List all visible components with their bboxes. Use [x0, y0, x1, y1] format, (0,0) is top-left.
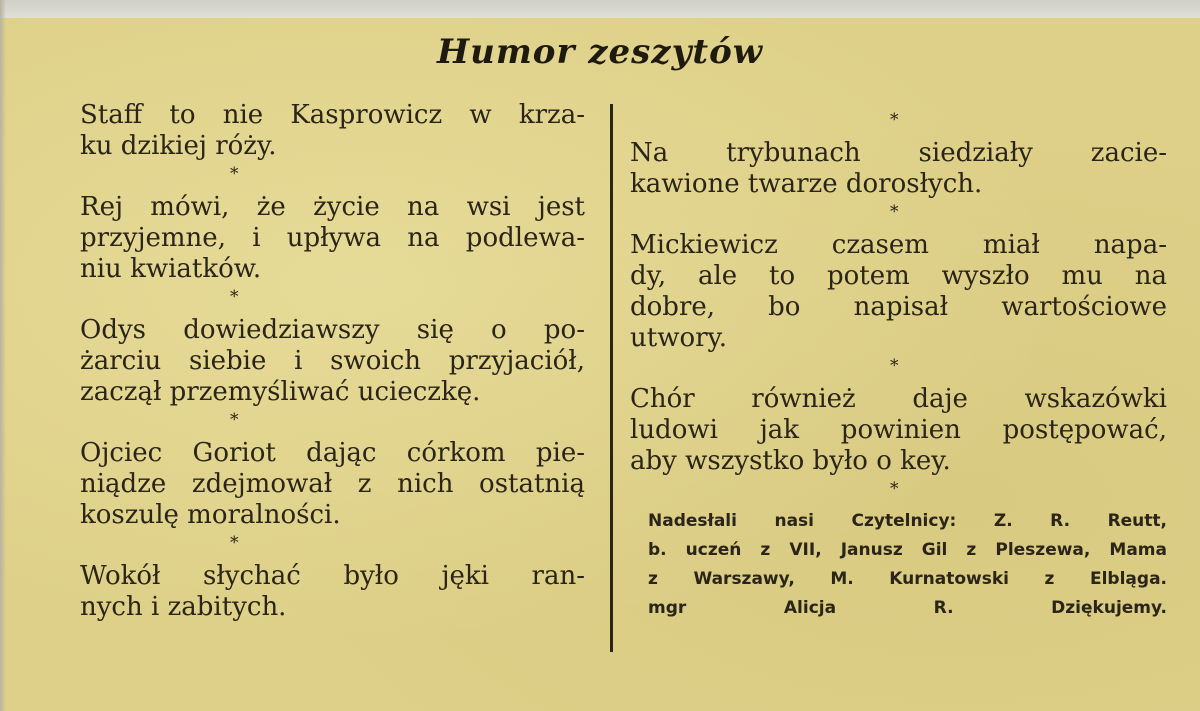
- text-line: kawione twarze dorosłych.: [630, 169, 983, 199]
- text-line: dobre, bo napisał wartościowe: [630, 292, 1167, 322]
- page-title: Humor zeszytów: [436, 32, 764, 72]
- text-line: utwory.: [630, 323, 728, 353]
- joke-paragraph: [80, 315, 585, 408]
- column-divider: [610, 104, 613, 652]
- joke-paragraph: [80, 192, 585, 285]
- text-line: Na trybunach siedziały zacie-: [630, 138, 1167, 168]
- separator-star: *: [230, 287, 239, 307]
- text-line: zaczął przemyśliwać ucieczkę.: [80, 377, 481, 407]
- text-line: aby wszystko było o key.: [630, 446, 951, 476]
- separator-star: *: [890, 202, 899, 222]
- joke-paragraph: [80, 561, 585, 623]
- scan-top-edge: [0, 0, 1200, 18]
- separator-star: *: [230, 533, 239, 553]
- text-line: Wokół słychać było jęki ran-: [80, 561, 585, 591]
- joke-paragraph: [630, 138, 1167, 200]
- joke-paragraph: [80, 438, 585, 531]
- scan-left-edge: [0, 0, 6, 711]
- text-line: Chór również daje wskazówki: [630, 384, 1167, 414]
- text-line: dy, ale to potem wyszło mu na: [630, 261, 1167, 291]
- text-line: Odys dowiedziawszy się o po-: [80, 315, 585, 345]
- text-line: ludowi jak powinien postępować,: [630, 415, 1167, 445]
- text-line: Rej mówi, że życie na wsi jest: [80, 192, 585, 222]
- joke-paragraph: [80, 100, 585, 162]
- separator-star: *: [890, 356, 899, 376]
- credits-line: b. uczeń z VII, Janusz Gil z Pleszewa, Mama: [648, 540, 1167, 560]
- text-line: żarciu siebie i swoich przyjaciół,: [80, 346, 585, 376]
- text-line: przyjemne, i upływa na podlewa-: [80, 223, 585, 253]
- joke-paragraph: [630, 230, 1167, 354]
- text-line: niądze zdejmował z nich ostatnią: [80, 469, 585, 499]
- separator-star: *: [890, 479, 899, 499]
- separator-star: *: [230, 410, 239, 430]
- text-line: nych i zabitych.: [80, 592, 287, 622]
- text-line: Staff to nie Kasprowicz w krza-: [80, 100, 585, 130]
- text-line: Mickiewicz czasem miał napa-: [630, 230, 1167, 260]
- left-column: [80, 100, 585, 623]
- credits-line: Nadesłali nasi Czytelnicy: Z. R. Reutt,: [648, 511, 1167, 531]
- credits-line: mgr Alicja R. Dziękujemy.: [648, 598, 1167, 618]
- reader-credits: [630, 507, 1167, 623]
- separator-star: *: [890, 110, 899, 130]
- text-line: niu kwiatków.: [80, 254, 262, 284]
- separator-star: *: [230, 164, 239, 184]
- right-column: [630, 108, 1167, 623]
- text-line: koszulę moralności.: [80, 500, 341, 530]
- text-line: ku dzikiej róży.: [80, 131, 277, 161]
- text-line: Ojciec Goriot dając córkom pie-: [80, 438, 585, 468]
- joke-paragraph: [630, 384, 1167, 477]
- credits-line: z Warszawy, M. Kurnatowski z Elbląga.: [648, 569, 1167, 589]
